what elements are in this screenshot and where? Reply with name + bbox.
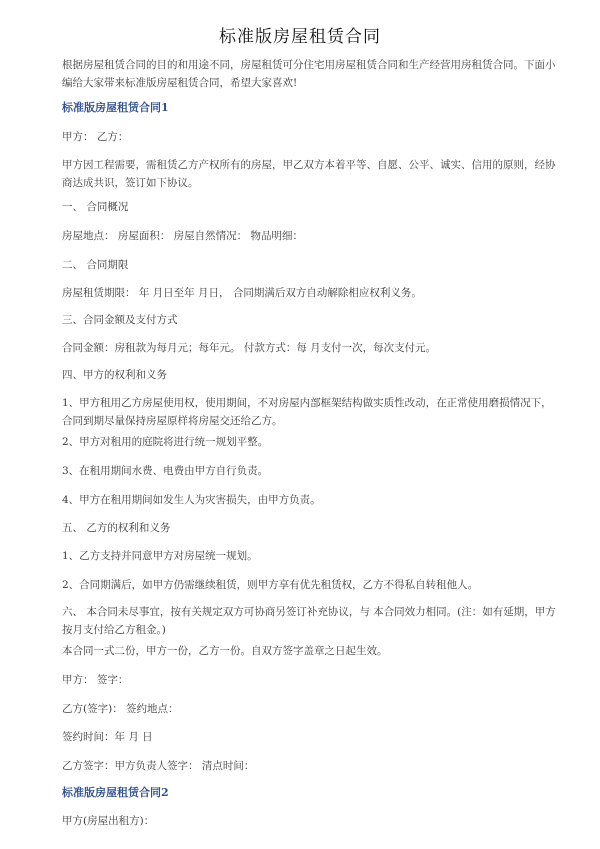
intro-paragraph: 根据房屋租赁合同的目的和用途不同，房屋租赁可分住宅用房屋租赁合同和生产经营用房租赁合同。下面小编给大家带来标准版房屋租赁合同，希望大家喜欢! [62, 59, 556, 89]
section5-title: 五、 乙方的权利和义务 [62, 522, 171, 534]
section5-item-2: 2、合同期满后，如甲方仍需继续租赁，则甲方享有优先租赁权，乙方不得私自转租他人。 [62, 579, 479, 591]
sign-party-a: 甲方： 签字： [62, 674, 129, 686]
section4-item-1: 1、甲方租用乙方房屋使用权，使用期间，不对房屋内部框架结构做实质性改动，在正常使用磨损情况下，合同到期尽量保持房屋原样将房屋交还给乙方。 [62, 397, 552, 427]
contract1-parties: 甲方： 乙方： [62, 131, 129, 143]
section6-paragraph: 六、 本合同未尽事宜，按有关规定双方可协商另签订补充协议，与 本合同效力相同。(注：如有延期，甲方按月支付给乙方租金。) [62, 606, 556, 636]
section1-body: 房屋地点： 房屋面积： 房屋自然情况： 物品明细： [62, 230, 304, 242]
section4-item-4: 4、甲方在租用期间如发生人为灾害损失，由甲方负责。 [62, 494, 321, 506]
contract1-heading: 标准版房屋租赁合同1 [62, 101, 169, 114]
section2-title: 二、 合同期限 [62, 259, 129, 271]
document-title: 标准版房屋租赁合同 [219, 27, 381, 47]
section1-title: 一、 合同概况 [62, 201, 129, 213]
section4-title: 四、甲方的权利和义务 [62, 369, 167, 381]
section4-item-2: 2、甲方对租用的庭院将进行统一规划平整。 [62, 436, 269, 448]
sign-final: 乙方签字：甲方负责人签字： 清点时间： [62, 760, 255, 772]
section2-body: 房屋租赁期限： 年 月日至年 月日， 合同期满后双方自动解除相应权利义务。 [62, 287, 422, 299]
contract2-heading: 标准版房屋租赁合同2 [62, 786, 169, 799]
sign-party-b: 乙方(签字)： 签约地点： [62, 703, 179, 715]
sign-time: 签约时间：年 月 日 [62, 731, 153, 743]
contract1-preamble: 甲方因工程需要，需租赁乙方产权所有的房屋，甲乙双方本着平等、自愿、公平、诚实、信用的原则，经协商达成共识，签订如下协议。 [62, 159, 556, 189]
section4-item-3: 3、在租用期间水费、电费由甲方自行负责。 [62, 465, 269, 477]
section5-item-1: 1、乙方支持并同意甲方对房屋统一规划。 [62, 550, 258, 562]
section3-title: 三、合同金额及支付方式 [62, 314, 178, 326]
contract2-party-a: 甲方(房屋出租方)： [62, 815, 155, 827]
copies-clause: 本合同一式二份，甲方一份，乙方一份。自双方签字盖章之日起生效。 [62, 645, 388, 657]
section3-body: 合同金额：房租款为每月元；每年元。 付款方式：每 月支付一次，每次支付元。 [62, 342, 437, 354]
